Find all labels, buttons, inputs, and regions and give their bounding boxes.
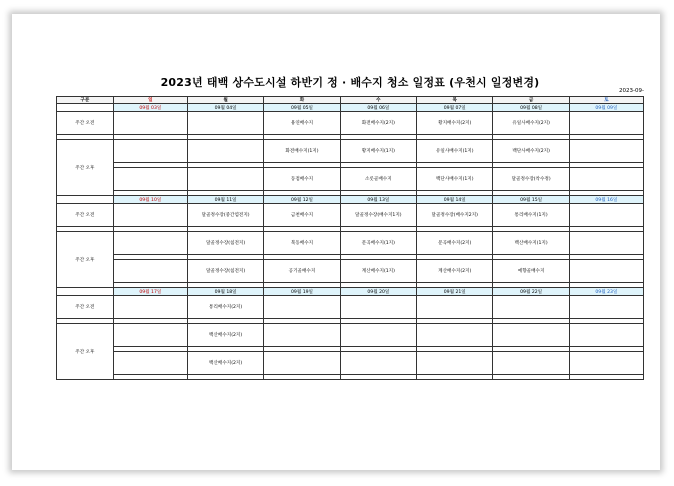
task-cell xyxy=(340,296,416,319)
date-cell: 09월 22일 xyxy=(493,288,569,296)
task-cell xyxy=(113,204,187,227)
task-cell xyxy=(113,168,187,191)
date-row-label xyxy=(57,104,114,112)
task-cell xyxy=(264,324,340,347)
task-cell xyxy=(113,260,187,283)
task-cell xyxy=(569,204,643,227)
afternoon-row xyxy=(57,140,644,163)
task-cell xyxy=(417,324,493,347)
date-cell: 09월 12일 xyxy=(264,196,340,204)
spacer-cell xyxy=(569,375,643,380)
task-cell xyxy=(113,352,187,375)
task-cell xyxy=(569,352,643,375)
spacer-row xyxy=(57,375,644,380)
spacer-cell xyxy=(493,375,569,380)
task-cell xyxy=(417,352,493,375)
date-cell: 09월 11일 xyxy=(187,196,263,204)
task-cell xyxy=(340,352,416,375)
header-row xyxy=(57,97,644,104)
afternoon-row xyxy=(57,168,644,191)
task-cell: 백산배수지(2지) xyxy=(187,324,263,347)
spacer-cell xyxy=(113,375,187,380)
date-cell: 09월 13일 xyxy=(340,196,416,204)
document-title: 2023년 태백 상수도시설 하반기 정 · 배수지 청소 일정표 (우천시 일정변경) xyxy=(160,76,540,89)
date-cell: 09월 03일 xyxy=(113,104,187,112)
afternoon-row xyxy=(57,232,644,255)
task-cell xyxy=(113,140,187,163)
row-label-afternoon: 주간 오후 xyxy=(57,324,114,380)
date-cell: 09월 04일 xyxy=(187,104,263,112)
task-cell xyxy=(569,140,643,163)
task-cell xyxy=(569,260,643,283)
afternoon-row xyxy=(57,260,644,283)
task-cell xyxy=(264,296,340,319)
header-tue: 화 xyxy=(264,97,340,104)
date-cell: 09월 05일 xyxy=(264,104,340,112)
row-label-afternoon: 주간 오후 xyxy=(57,232,114,288)
morning-row xyxy=(57,296,644,319)
task-cell xyxy=(569,168,643,191)
task-cell: 용연배수지 xyxy=(264,112,340,135)
date-cell: 09월 09일 xyxy=(569,104,643,112)
header-fri: 금 xyxy=(493,97,569,104)
task-cell: 북동배수지 xyxy=(264,232,340,255)
document-date: 2023-09- xyxy=(619,88,644,94)
task-cell: 달골정수장(침전지) xyxy=(187,232,263,255)
date-row-label xyxy=(57,288,114,296)
date-row xyxy=(57,288,644,296)
task-cell: 화전배수지(2지) xyxy=(340,112,416,135)
header-mon: 월 xyxy=(187,97,263,104)
task-cell: 백단사배수지(2지) xyxy=(493,140,569,163)
task-cell xyxy=(569,296,643,319)
task-cell: 달골정수장(침전지) xyxy=(187,260,263,283)
date-cell: 09월 17일 xyxy=(113,288,187,296)
row-label-morning: 주간 오전 xyxy=(57,112,114,135)
date-cell: 09월 07일 xyxy=(417,104,493,112)
task-cell: 계산배수지(2지) xyxy=(417,260,493,283)
task-cell: 예향골배수지 xyxy=(493,260,569,283)
task-cell xyxy=(113,296,187,319)
task-cell: 백산배수지(2지) xyxy=(187,352,263,375)
task-cell: 달골정수장(착수정) xyxy=(493,168,569,191)
date-cell: 09월 15일 xyxy=(493,196,569,204)
date-cell: 09월 20일 xyxy=(340,288,416,296)
date-row xyxy=(57,104,644,112)
date-cell: 09월 10일 xyxy=(113,196,187,204)
task-cell xyxy=(113,324,187,347)
task-cell: 화전배수지(1지) xyxy=(264,140,340,163)
date-cell: 09월 19일 xyxy=(264,288,340,296)
row-label-morning: 주간 오전 xyxy=(57,204,114,227)
task-cell: 달골정수장(배수지2지) xyxy=(417,204,493,227)
task-cell xyxy=(569,232,643,255)
task-cell: 통리배수지(1지) xyxy=(493,204,569,227)
header-label: 구분 xyxy=(57,97,114,104)
spacer-cell xyxy=(264,375,340,380)
task-cell: 백단사배수지(1지) xyxy=(417,168,493,191)
spacer-cell xyxy=(187,375,263,380)
task-cell: 유일사배수지(2지) xyxy=(493,112,569,135)
row-label-afternoon: 주간 오후 xyxy=(57,140,114,196)
task-cell: 백산배수지(1지) xyxy=(493,232,569,255)
task-cell xyxy=(264,352,340,375)
task-cell: 황지배수지(1지) xyxy=(340,140,416,163)
spacer-cell xyxy=(417,375,493,380)
task-cell: 달골정수장(배수지1지) xyxy=(340,204,416,227)
morning-row xyxy=(57,204,644,227)
date-row-label xyxy=(57,196,114,204)
morning-row xyxy=(57,112,644,135)
task-cell: 소롯골배수지 xyxy=(340,168,416,191)
task-cell: 달골정수장(중간염전지) xyxy=(187,204,263,227)
task-cell: 금천배수지 xyxy=(264,204,340,227)
date-cell: 09월 16일 xyxy=(569,196,643,204)
header-thu: 목 xyxy=(417,97,493,104)
afternoon-row xyxy=(57,324,644,347)
task-cell xyxy=(493,324,569,347)
task-cell xyxy=(493,352,569,375)
task-cell: 황지배수지(2지) xyxy=(417,112,493,135)
task-cell xyxy=(569,324,643,347)
date-row xyxy=(57,196,644,204)
task-cell xyxy=(187,168,263,191)
date-cell: 09월 21일 xyxy=(417,288,493,296)
date-cell: 09월 23일 xyxy=(569,288,643,296)
header-sun: 일 xyxy=(113,97,187,104)
date-cell: 09월 06일 xyxy=(340,104,416,112)
task-cell xyxy=(187,112,263,135)
date-cell: 09월 08일 xyxy=(493,104,569,112)
afternoon-row xyxy=(57,352,644,375)
task-cell xyxy=(569,112,643,135)
date-cell: 09월 14일 xyxy=(417,196,493,204)
date-cell: 09월 18일 xyxy=(187,288,263,296)
task-cell xyxy=(493,296,569,319)
task-cell xyxy=(113,232,187,255)
row-label-morning: 주간 오전 xyxy=(57,296,114,319)
task-cell: 문곡배수지(2지) xyxy=(417,232,493,255)
header-wed: 수 xyxy=(340,97,416,104)
page-frame xyxy=(12,14,660,470)
task-cell: 통리배수지(2지) xyxy=(187,296,263,319)
task-cell xyxy=(187,140,263,163)
task-cell: 유일사배수지(1지) xyxy=(417,140,493,163)
task-cell xyxy=(113,112,187,135)
spacer-cell xyxy=(340,375,416,380)
task-cell: 문곡배수지(1지) xyxy=(340,232,416,255)
task-cell xyxy=(340,324,416,347)
header-sat: 토 xyxy=(569,97,643,104)
schedule-table xyxy=(56,96,644,380)
task-cell xyxy=(417,296,493,319)
task-cell: 계산배수지(1지) xyxy=(340,260,416,283)
task-cell: 동점배수지 xyxy=(264,168,340,191)
task-cell: 공기골배수지 xyxy=(264,260,340,283)
